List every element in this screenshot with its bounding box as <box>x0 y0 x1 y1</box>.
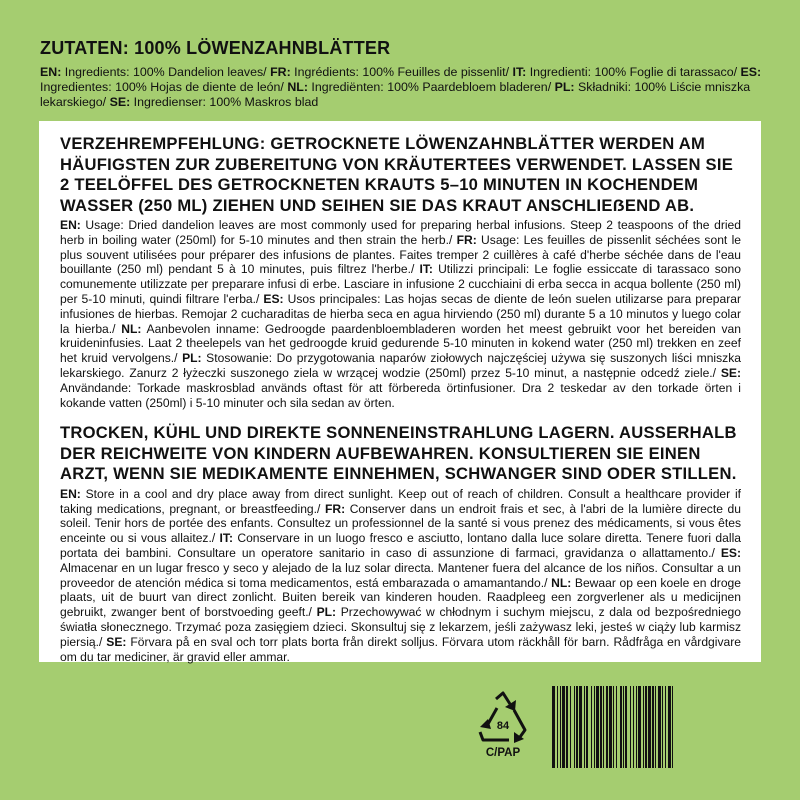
instructions-panel <box>39 121 761 662</box>
barcode-bar <box>584 686 585 768</box>
lang-code: EN: <box>60 218 81 232</box>
barcode-bar <box>557 686 558 768</box>
barcode-bar <box>552 686 555 768</box>
barcode-bar <box>633 686 634 768</box>
barcode-bar <box>591 686 592 768</box>
barcode-bar <box>645 686 647 768</box>
usage-heading: VERZEHREMPFEHLUNG: GETROCKNETE LÖWENZAHNBLÄTTER WERDEN AM HÄUFIGSTEN ZUR ZUBEREITUNG VON KRÄUTERTEES VERWENDET. LASSEN SIE 2 TEELÖFFEL DES GETROCKNETEN KRAUTS 5–10 MINUTEN IN KOCHENDEM WASSER (250 ML) ZIEHEN UND SEIHEN SIE DAS KRAUT ANSCHLIEẞEND AB. <box>60 134 734 215</box>
barcode-bar <box>638 686 641 768</box>
lang-code: FR: <box>270 65 291 79</box>
lang-code: IT: <box>419 262 433 277</box>
barcode-bar <box>613 686 614 768</box>
lang-code: IT: <box>512 65 527 79</box>
translation-text: Składniki: 100% Liście mniszka lekarskiego/ <box>40 80 751 110</box>
translation-text: Ingredienser: 100% Maskros blad <box>130 95 319 110</box>
translation-text: Bewaar op een koele en droge plaats, uit de buurt van direct zonlicht. Buiten bereik van kinderen houden. Raadpleeg een zorgverlener als u medicijnen gebruikt, zwanger bent of borstvoeding geeft./ <box>60 575 741 620</box>
barcode-bar <box>620 686 622 768</box>
barcode-bar <box>609 686 612 768</box>
barcode-bar <box>570 686 571 768</box>
translation-text: Usage: Les feuilles de pissenlit séchées sont le plus souvent utilisées pour préparer des infusions de plantes. Faites tremper 2 cuillères à café d'herbe séchée dans de l'eau bouillante (250 ml) pendant 5 à 10 minutes, puis filtrez l'herbe./ <box>60 232 741 277</box>
barcode-bar <box>603 686 604 768</box>
translation-text: Store in a cool and dry place away from direct sunlight. Keep out of reach of children. Consult a healthcare provider if taking medications, pregnant, or breastfeeding./ <box>60 486 741 516</box>
barcode-bar <box>655 686 656 768</box>
barcode-bar <box>574 686 575 768</box>
lang-code: SE: <box>109 95 131 110</box>
barcode-bar <box>562 686 565 768</box>
barcode-bar <box>596 686 599 768</box>
ingredients-section <box>40 38 765 111</box>
barcode-bar <box>658 686 661 768</box>
translation-text: Ingrediënten: 100% Paardebloem bladeren/ <box>307 80 555 95</box>
usage-translations <box>60 218 741 410</box>
lang-code: NL: <box>287 80 308 95</box>
lang-code: EN: <box>40 65 62 79</box>
translation-text: Ingredientes: 100% Hojas de diente de león/ <box>40 80 288 95</box>
barcode-bar <box>665 686 666 768</box>
translation-text: Przechowywać w chłodnym i suchym miejscu, z dala od bezpośredniego światła słonecznego. Trzymać poza zasięgiem dzieci. Skonsultuj się z lekarzem, jeśli zażywasz leki, jesteś w ciąży lub karmisz piersią./ <box>60 605 741 649</box>
lang-code: PL: <box>182 351 202 366</box>
storage-heading: TROCKEN, KÜHL UND DIREKTE SONNENEINSTRAHLUNG LAGERN. AUSSERHALB DER REICHWEITE VON KINDERN AUFBEWAHREN. KONSULTIEREN SIE EINEN ARZT, WENN SIE MEDIKAMENTE EINNEHMEN, SCHWANGER SIND ODER STILLEN. <box>60 423 737 484</box>
translation-text: Ingredienti: 100% Foglie di tarassaco/ <box>526 65 741 79</box>
barcode-bar <box>625 686 627 768</box>
barcode-graphic <box>552 686 768 768</box>
barcode-bar <box>630 686 631 768</box>
barcode-bar <box>606 686 608 768</box>
lang-code: PL: <box>316 605 337 620</box>
recycling-icon <box>474 690 532 764</box>
barcode-bar <box>560 686 561 768</box>
lang-code: ES: <box>720 546 741 561</box>
ingredients-title: ZUTATEN: 100% LÖWENZAHNBLÄTTER <box>40 38 391 58</box>
barcode-bar <box>616 686 617 768</box>
barcode-bar <box>600 686 602 768</box>
lang-code: ES: <box>263 291 284 306</box>
lang-code: PL: <box>554 80 575 95</box>
lang-code: EN: <box>60 486 81 501</box>
translation-text: Aanbevolen inname: Gedroogde paardenbloembladeren worden het meest gebruikt voor het bereiden van kruideninfusies. Laat 2 theelepels van het gedroogde kruid gedurende 5-10 minuten in kokend water (250 ml) trekken en zeef het kruid vervolgens./ <box>60 321 741 366</box>
translation-text: Stosowanie: Do przygotowania naparów ziołowych najczęściej używa się suszonych liści mniszka lekarskiego. Zanurz 2 łyżeczki suszonego ziela w wrzącej wodzie (250ml) przez 5-10 minut, a następnie odcedź ziele./ <box>60 351 741 380</box>
translation-text: Utilizzi principali: Le foglie essiccate di tarassaco sono comunemente utilizzate per preparare infusi di erbe. Lasciare in infusione 2 cucchiaini di erba secca in acqua bollente (250 ml) per 5-10 minuti, quindi filtrare l'erba./ <box>60 262 741 306</box>
barcode-bar <box>594 686 595 768</box>
lang-code: NL: <box>121 321 142 336</box>
translation-text: Ingrédients: 100% Feuilles de pissenlit/ <box>290 65 513 79</box>
translation-text: Förvara på en sval och torr plats borta från direkt solljus. Förvara utom räckhåll för barn. Rådfråga en vårdgivare om du tar mediciner, är gravid eller ammar. <box>60 634 741 664</box>
lang-code: IT: <box>219 531 233 546</box>
recycling-label: C/PAP <box>485 747 521 759</box>
translation-text: Användande: Torkade maskrosblad används oftast för att förbereda örtinfusioner. Dra 2 teskedar av den torkade örten i kokande vatten (250ml) i 5-10 minuter och sila sedan av örten. <box>60 380 741 410</box>
translation-text: Conserver dans un endroit frais et sec, à l'abri de la lumière directe du soleil. Tenir hors de portée des enfants. Consultez un professionnel de la santé si vous prenez des médicaments, si vous êtes enceinte ou si vous allaitez./ <box>60 501 741 546</box>
translation-text: Ingredients: 100% Dandelion leaves/ <box>61 65 271 79</box>
translation-text: Usos principales: Las hojas secas de diente de león suelen utilizarse para preparar infusiones de hierbas. Remojar 2 cucharaditas de hierba seca en agua hirviendo (250 ml) durante 5 a 10 minutos y luego colar la hierba./ <box>60 291 741 336</box>
barcode-bar <box>586 686 588 768</box>
barcode-bar <box>672 686 673 768</box>
barcode-bar <box>668 686 671 768</box>
barcode-bar <box>652 686 654 768</box>
ingredients-translations <box>40 65 765 111</box>
translation-text: Almacenar en un lugar fresco y seco y alejado de la luz solar directa. Mantener fuera del alcance de los niños. Consultar a un proveedor de atención médica si toma medicamentos, está embarazada o amamantando./ <box>60 560 741 590</box>
lang-code: NL: <box>551 575 572 590</box>
translation-text: Usage: Dried dandelion leaves are most commonly used for preparing herbal infusions. Steep 2 teaspoons of the dried herb in boiling water (250ml) for 5-10 minutes and then strain the herb./ <box>60 218 741 247</box>
storage-translations <box>60 487 741 665</box>
lang-code: SE: <box>106 634 127 649</box>
barcode-bar <box>636 686 637 768</box>
barcode-bar <box>576 686 578 768</box>
barcode-bar <box>648 686 651 768</box>
translation-text: Conservare in un luogo fresco e asciutto, lontano dalla luce solare diretta. Tenere fuori dalla portata dei bambini. Consultare un operatore sanitario in caso di assunzione di farmaci, gravidanza o allattamento./ <box>60 531 741 561</box>
recycling-number: 84 <box>496 720 510 732</box>
barcode-bar <box>662 686 663 768</box>
barcode-bar <box>643 686 644 768</box>
lang-code: SE: <box>720 365 741 380</box>
barcode-bar <box>579 686 582 768</box>
lang-code: ES: <box>740 65 762 79</box>
lang-code: FR: <box>456 232 477 247</box>
barcode-bar <box>566 686 568 768</box>
barcode-bar <box>623 686 624 768</box>
lang-code: FR: <box>324 501 346 516</box>
